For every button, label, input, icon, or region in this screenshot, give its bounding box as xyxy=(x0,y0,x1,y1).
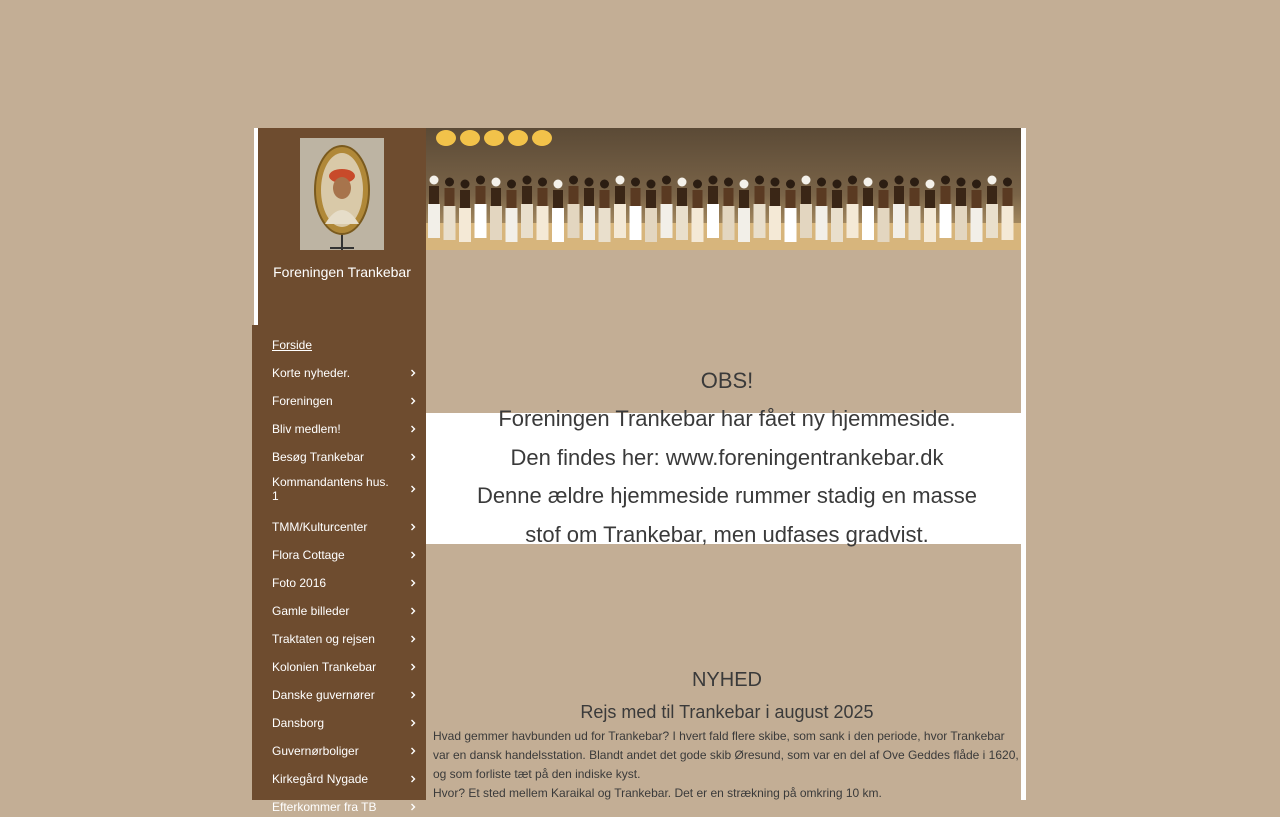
sidebar-item-kirkegård-nygade[interactable] xyxy=(272,769,422,789)
sidebar-item-label: Bliv medlem! xyxy=(272,422,341,436)
sidebar-item-kolonien-trankebar[interactable] xyxy=(272,657,422,677)
news-paragraph: Hvor? Et sted mellem Karaikal og Trankebar. Det er en strækning på omkring 10 km. xyxy=(433,786,882,800)
sidebar-item-forside[interactable] xyxy=(272,335,422,355)
sidebar-item-label: Kolonien Trankebar xyxy=(272,660,377,674)
news-subheading: Rejs med til Trankebar i august 2025 xyxy=(580,702,874,722)
sidebar-item-label: Korte nyheder. xyxy=(272,366,351,380)
notice-heading: OBS! xyxy=(700,368,754,393)
sidebar-item-label: Foreningen xyxy=(272,394,333,408)
news-body xyxy=(433,727,1023,803)
sidebar-item-bliv-medlem[interactable] xyxy=(272,419,422,439)
news-paragraph: Hvad gemmer havbunden ud for Trankebar? I hvert fald flere skibe, som sank i den periode, hvor Trankebar var en dansk handelsstation. Blandt andet det gode skib Øresund, som var en del af Ove Geddes flåde i 1620, og som forliste tæt på den indiske kyst. xyxy=(433,729,1019,781)
chevron-right-icon xyxy=(408,396,418,406)
sidebar-item-label: Flora Cottage xyxy=(272,548,345,562)
torch-flame xyxy=(436,130,456,146)
sidebar-item-label: Kommandantens hus. 1 xyxy=(272,475,389,503)
sidebar-item-guvernørboliger[interactable] xyxy=(272,741,422,761)
sidebar-nav xyxy=(252,325,426,814)
notice-line: stof om Trankebar, men udfases gradvist. xyxy=(525,521,929,547)
chevron-right-icon xyxy=(408,774,418,784)
chevron-right-icon xyxy=(408,662,418,672)
notice-line: Foreningen Trankebar har fået ny hjemmeside. xyxy=(498,406,956,431)
chevron-right-icon xyxy=(408,746,418,756)
sidebar-item-label: Dansborg xyxy=(272,716,325,730)
chevron-right-icon xyxy=(408,550,418,560)
chevron-right-icon xyxy=(408,452,418,462)
sidebar-item-label: Gamle billeder xyxy=(272,604,350,618)
torch-flame xyxy=(508,130,528,146)
torch-flame xyxy=(532,130,552,146)
notice-line: Den findes her: www.foreningentrankebar.dk xyxy=(510,444,944,470)
torch-flame xyxy=(460,130,480,146)
news-heading: NYHED xyxy=(691,669,762,691)
chevron-right-icon xyxy=(408,690,418,700)
sidebar-item-label: Danske guvernører xyxy=(272,688,375,702)
chevron-right-icon xyxy=(408,606,418,616)
chevron-right-icon xyxy=(408,368,418,378)
site-title[interactable]: Foreningen Trankebar xyxy=(273,264,411,280)
sidebar-item-label: Besøg Trankebar xyxy=(272,450,365,464)
sidebar-item-dansborg[interactable] xyxy=(272,713,422,733)
sidebar-item-label: Foto 2016 xyxy=(272,576,327,590)
sidebar-item-gamle-billeder[interactable] xyxy=(272,601,422,621)
sidebar-item-label: TMM/Kulturcenter xyxy=(272,520,368,534)
sidebar-item-label: Guvernørboliger xyxy=(272,744,359,758)
sidebar-item-traktaten-og-rejsen[interactable] xyxy=(272,629,422,649)
notice-block xyxy=(426,362,1028,554)
header-banner-image xyxy=(426,128,1021,250)
chevron-right-icon xyxy=(408,578,418,588)
chevron-right-icon xyxy=(408,484,418,494)
portrait-medallion-icon xyxy=(300,138,384,250)
chevron-right-icon xyxy=(408,634,418,644)
sidebar-item-korte-nyheder[interactable] xyxy=(272,363,422,383)
sidebar-item-tmm-kulturcenter[interactable] xyxy=(272,517,422,537)
notice-line: Denne ældre hjemmeside rummer stadig en masse xyxy=(476,483,978,508)
sidebar-item-efterkommer-fra-tb[interactable] xyxy=(272,797,422,817)
sidebar-item-flora-cottage[interactable] xyxy=(272,545,422,565)
sidebar-item-kommandantens-hus-1[interactable] xyxy=(272,475,422,503)
torch-flame xyxy=(484,130,504,146)
site-logo[interactable] xyxy=(300,138,384,250)
sidebar-item-label: Traktaten og rejsen xyxy=(272,632,375,646)
sidebar-item-label: Kirkegård Nygade xyxy=(272,772,369,786)
sidebar-item-danske-guvernører[interactable] xyxy=(272,685,422,705)
sidebar-item-besøg-trankebar[interactable] xyxy=(272,447,422,467)
sidebar-item-foreningen[interactable] xyxy=(272,391,422,411)
chevron-right-icon xyxy=(408,802,418,812)
news-block xyxy=(426,665,1028,729)
chevron-right-icon xyxy=(408,718,418,728)
sidebar-item-foto-2016[interactable] xyxy=(272,573,422,593)
sidebar-item-label: Efterkommer fra TB xyxy=(272,800,377,814)
chevron-right-icon xyxy=(408,522,418,532)
sidebar-item-label: Forside xyxy=(272,338,313,352)
chevron-right-icon xyxy=(408,424,418,434)
